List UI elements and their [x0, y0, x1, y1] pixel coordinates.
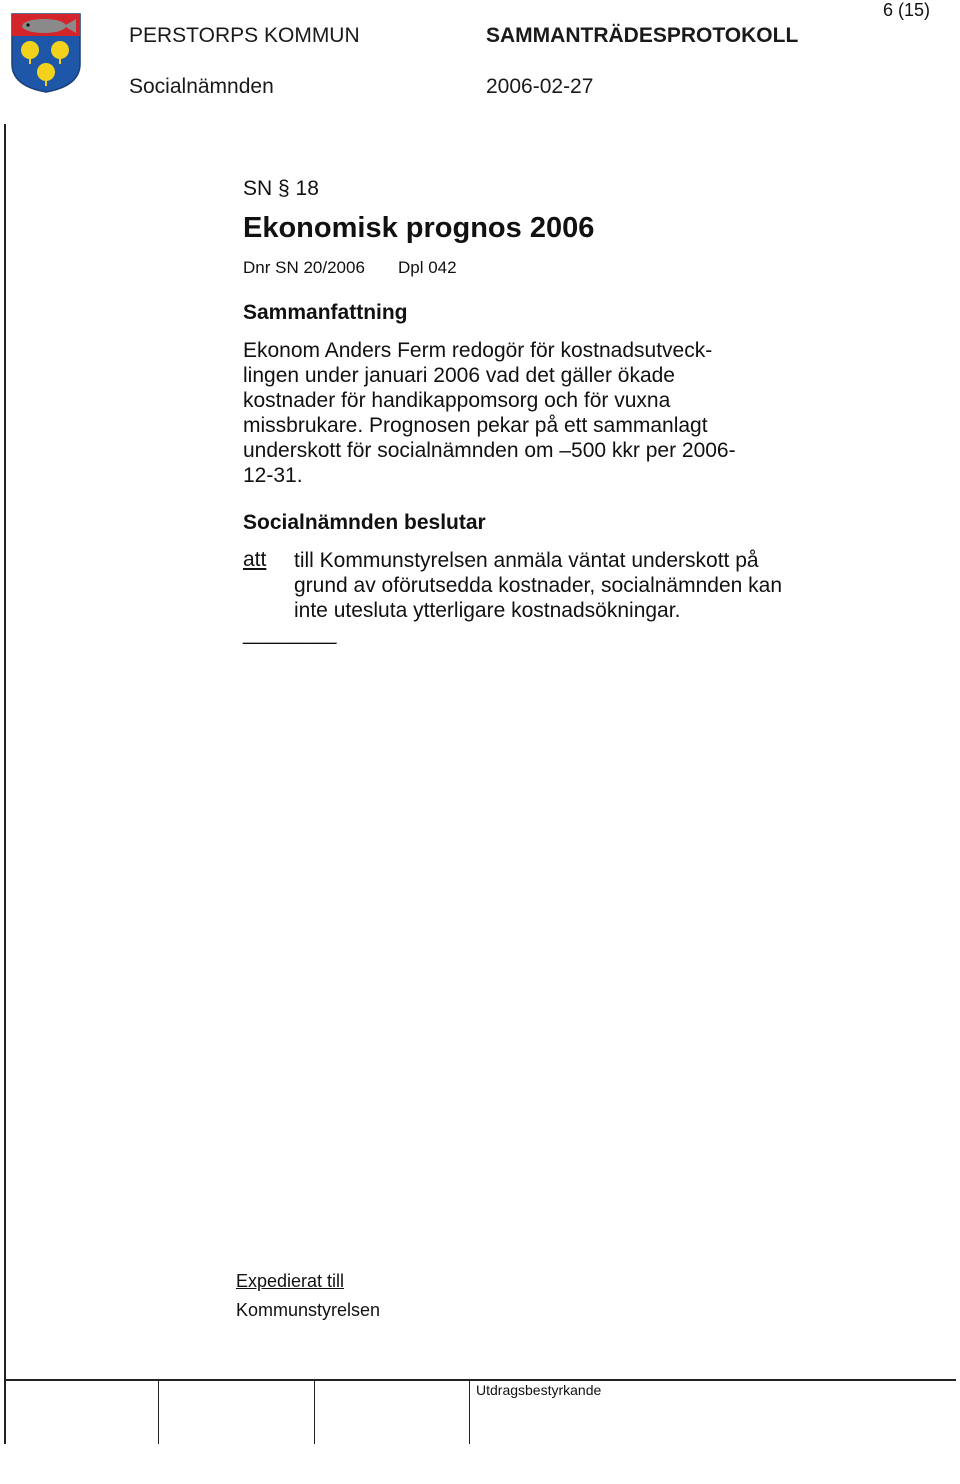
summary-line: missbrukare. Prognosen pekar på ett sammanlagt	[243, 414, 708, 437]
summary-line: 12-31.	[243, 464, 303, 487]
municipality-name: PERSTORPS KOMMUN	[129, 24, 360, 47]
summary-line: underskott för socialnämnden om –500 kkr per 2006-	[243, 439, 736, 462]
certification-label: Utdragsbestyrkande	[476, 1382, 602, 1398]
dispatch-recipient: Kommunstyrelsen	[236, 1300, 381, 1320]
section-title: Ekonomisk prognos 2006	[243, 212, 595, 244]
left-margin-rule	[4, 124, 6, 1444]
signature-cell-divider	[314, 1380, 315, 1444]
decision-line: grund av oförutsedda kostnader, socialnämnden kan	[294, 574, 782, 597]
decision-paragraph	[294, 548, 782, 623]
decision-line: till Kommunstyrelsen anmäla väntat underskott på	[294, 549, 759, 572]
meeting-date: 2006-02-27	[486, 75, 594, 98]
att-label: att	[243, 548, 267, 571]
footer-rule	[4, 1379, 956, 1381]
signature-cell-divider	[158, 1380, 159, 1444]
end-rule: ________	[243, 622, 337, 645]
decision-heading: Socialnämnden beslutar	[243, 511, 486, 534]
dpl-reference: Dpl 042	[398, 258, 457, 277]
document-type: SAMMANTRÄDESPROTOKOLL	[486, 24, 799, 47]
dnr-reference: Dnr SN 20/2006	[243, 258, 365, 277]
summary-line: kostnader för handikappomsorg och för vuxna	[243, 389, 671, 412]
committee-name: Socialnämnden	[129, 75, 274, 98]
section-number: SN § 18	[243, 177, 319, 200]
summary-line: Ekonom Anders Ferm redogör för kostnadsutveck-	[243, 339, 713, 362]
page-number: 6 (15)	[882, 0, 930, 20]
summary-line: lingen under januari 2006 vad det gäller ökade	[243, 364, 675, 387]
summary-paragraph	[243, 338, 736, 488]
dispatch-label: Expedierat till	[236, 1271, 345, 1291]
summary-heading: Sammanfattning	[243, 301, 408, 324]
coat-of-arms-icon	[10, 12, 82, 94]
signature-cell-divider	[469, 1380, 470, 1444]
decision-line: inte utesluta ytterligare kostnadsökningar.	[294, 599, 681, 622]
